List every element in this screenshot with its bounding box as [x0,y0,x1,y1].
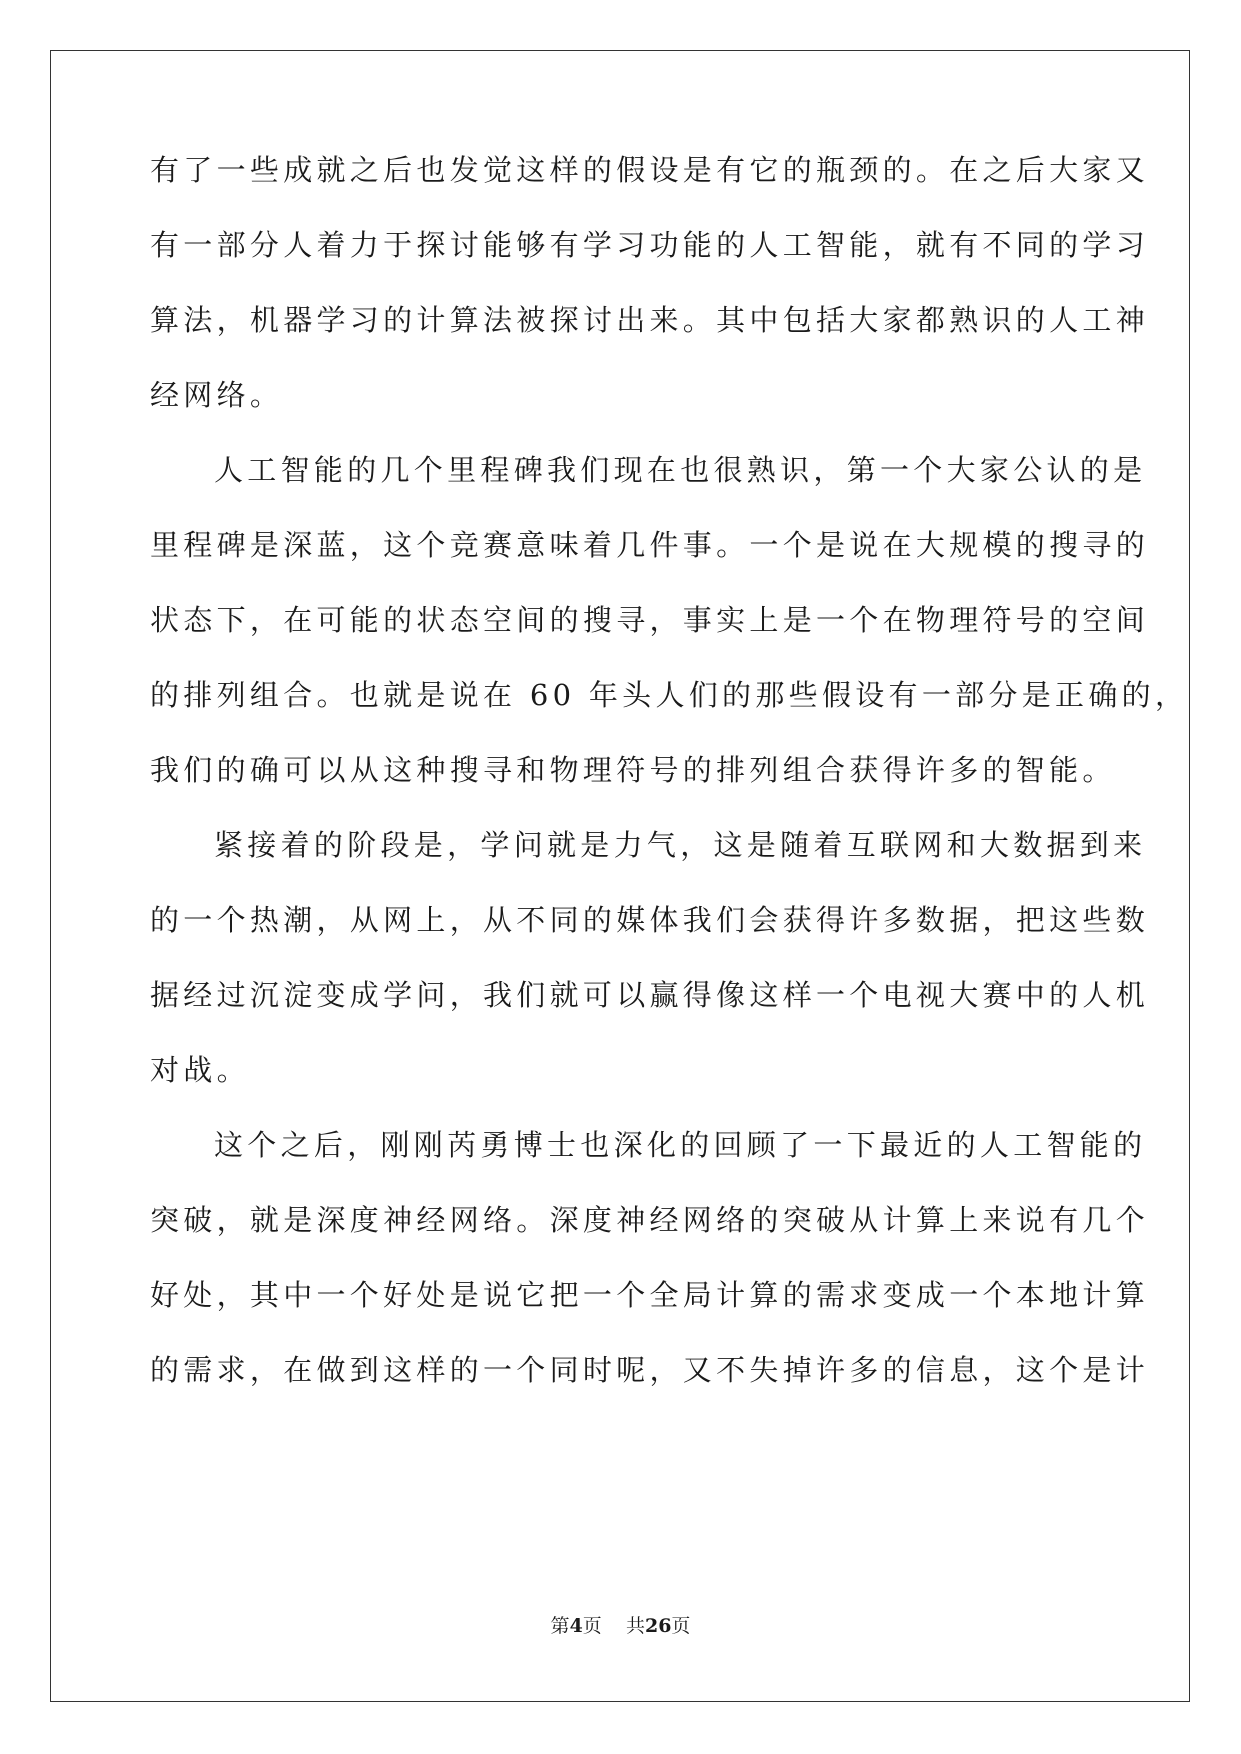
text-line: 据经过沉淀变成学问，我们就可以赢得像这样一个电视大赛中的人机 [150,978,1150,1012]
paragraph-first-line: 紧接着的阶段是，学问就是力气，这是随着互联网和大数据到来 [214,828,1147,862]
text-line: 状态下，在可能的状态空间的搜寻，事实上是一个在物理符号的空间 [150,603,1150,637]
text-line: 对战。 [150,1053,250,1087]
paragraph-first-line: 人工智能的几个里程碑我们现在也很熟识，第一个大家公认的是 [214,453,1147,487]
text-line: 我们的确可以从这种搜寻和物理符号的排列组合获得许多的智能。 [150,753,1116,787]
text-line: 算法，机器学习的计算法被探讨出来。其中包括大家都熟识的人工神 [150,303,1150,337]
text-line: 突破，就是深度神经网络。深度神经网络的突破从计算上来说有几个 [150,1203,1150,1237]
total-pages-number: 26 [644,1615,672,1637]
text-line: 的一个热潮，从网上，从不同的媒体我们会获得许多数据，把这些数 [150,903,1150,937]
text-line: 的需求，在做到这样的一个同时呢，又不失掉许多的信息，这个是计 [150,1353,1150,1387]
footer-suffix: 页 [671,1615,691,1637]
text-line: 有了一些成就之后也发觉这样的假设是有它的瓶颈的。在之后大家又 [150,153,1150,187]
footer-middle: 页 共 [582,1615,645,1637]
page-number-footer [0,1614,1241,1638]
text-line: 的排列组合。也就是说在 60 年头人们的那些假设有一部分是正确的， [150,678,1189,712]
footer-prefix: 第 [550,1615,570,1637]
text-line: 里程碑是深蓝，这个竞赛意味着几件事。一个是说在大规模的搜寻的 [150,528,1150,562]
paragraph-first-line: 这个之后，刚刚芮勇博士也深化的回顾了一下最近的人工智能的 [214,1128,1147,1162]
text-line: 好处，其中一个好处是说它把一个全局计算的需求变成一个本地计算 [150,1278,1150,1312]
text-line: 有一部分人着力于探讨能够有学习功能的人工智能，就有不同的学习 [150,228,1150,262]
page-border [50,50,1190,1702]
current-page-number: 4 [569,1615,583,1637]
text-line: 经网络。 [150,378,284,412]
